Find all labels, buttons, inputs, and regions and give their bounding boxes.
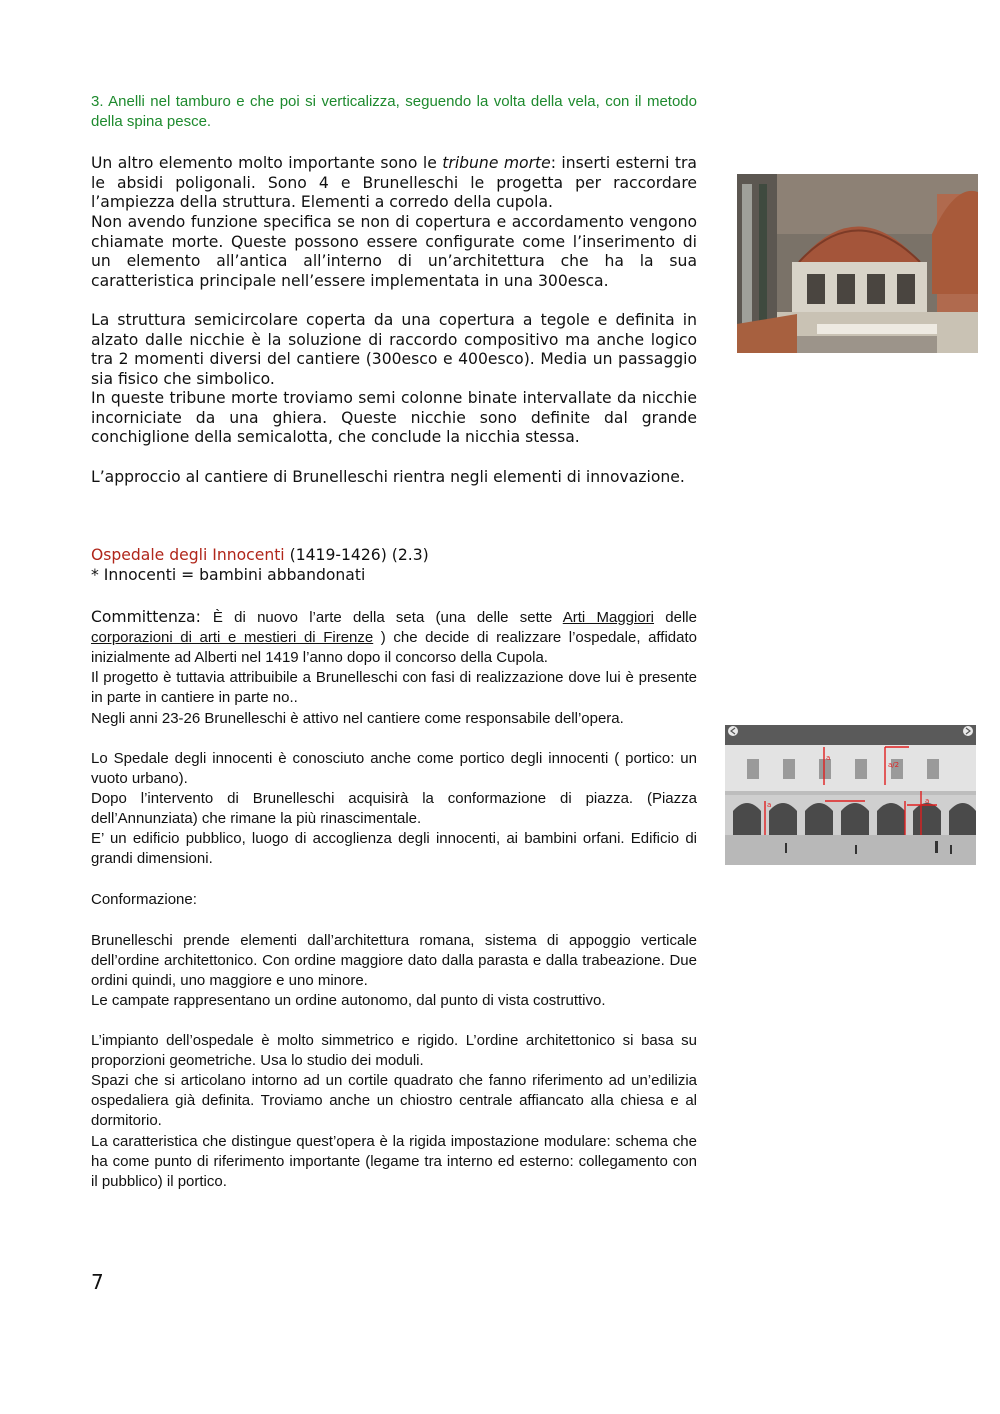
measure-label-a: a	[925, 797, 930, 805]
paragraph-progetto: Il progetto è tuttavia attribuibile a Brunelleschi con fasi di realizzazione dove lui è presente in parte in cantiere in parte no..	[91, 669, 697, 707]
paragraph-dopo: Dopo l’intervento di Brunelleschi acquisirà la conformazione di piazza. (Piazza dell’Annunziata) che rimane la più rinascimentale.	[91, 790, 697, 828]
tribuna-morta-illustration	[737, 174, 978, 353]
heading-conformazione: Conformazione:	[91, 891, 197, 908]
text-span: delle	[654, 609, 697, 626]
text-span: È di nuovo l’arte della seta (una delle sette	[212, 609, 563, 626]
paragraph-approccio: L’approccio al cantiere di Brunelleschi rientra negli elementi di innovazione.	[91, 468, 685, 486]
photo-tribuna-morta	[737, 174, 978, 353]
paragraph-morte: Non avendo funzione specifica se non di copertura e accordamento vengono chiamate morte. Queste possono essere configurate come l’inserimento di un elemento all’antica all’interno di un’architettura che ha la sua caratteristica principale nell’essere implementata in una 300esca.	[91, 213, 697, 290]
paragraph-spedale: Lo Spedale degli innocenti è conosciuto anche come portico degli innocenti ( portico: un vuoto urbano).	[91, 750, 697, 788]
paragraph-campate: Le campate rappresentano un ordine autonomo, dal punto di vista costruttivo.	[91, 992, 606, 1009]
paragraph-semicircolare: La struttura semicircolare coperta da una copertura a tegole e definita in alzato dalle nicchie è la soluzione di raccordo compositivo ma anche logico tra 2 momenti diversi del cantiere (300esco e 400esco). Media un passaggio sia fisico che simbolico.	[91, 311, 697, 388]
text-span: ) che decide di realizzare l’ospedale, affidato inizialmente ad Alberti nel 1419 l’anno dopo il concorso della Cupola.	[91, 629, 697, 667]
link-corporazioni[interactable]: corporazioni di arti e mestieri di Firenze	[91, 629, 374, 647]
chevron-right-icon[interactable]	[963, 726, 973, 736]
paragraph-impianto: L’impianto dell’ospedale è molto simmetrico e rigido. L’ordine architettonico si basa su proporzioni geometriche. Usa lo studio dei moduli.	[91, 1032, 697, 1070]
paragraph-brunelleschi: Brunelleschi prende elementi dall’architettura romana, sistema di appoggio verticale dell’ordine architettonico. Con ordine maggiore dato dalla parasta e dalla trabeazione. Due ordini quindi, uno maggiore e uno minore.	[91, 932, 697, 990]
photo-portico-innocenti	[725, 725, 976, 865]
paragraph-anni: Negli anni 23-26 Brunelleschi è attivo nel cantiere come responsabile dell’opera.	[91, 710, 624, 727]
note-innocenti: * Innocenti = bambini abbandonati	[91, 566, 366, 584]
paragraph-edificio: E’ un edificio pubblico, luogo di accoglienza degli innocenti, ai bambini orfani. Edificio di grandi dimensioni.	[91, 830, 697, 868]
section-title	[91, 546, 697, 566]
committenza-label: Committenza:	[91, 608, 213, 626]
text-span: Un altro elemento molto importante sono le	[91, 154, 443, 172]
measure-label-a: a	[826, 754, 831, 762]
paragraph-committenza	[91, 608, 697, 669]
paragraph-tribune	[91, 154, 697, 213]
paragraph-caratteristica: La caratteristica che distingue quest’opera è la rigida impostazione modulare: schema che ha come punto di riferimento importante (legame tra interno ed esterno: collegamento con il pubblico) il portico.	[91, 1133, 697, 1191]
title-ospedale: Ospedale degli Innocenti	[91, 546, 285, 564]
paragraph-spazi: Spazi che si articolano intorno ad un cortile quadrato che fanno riferimento ad un’edilizia ospedaliera già definita. Troviamo anche un chiostro centrale affiancato alla chiesa e al dormitorio.	[91, 1072, 697, 1130]
portico-illustration	[725, 725, 976, 865]
chevron-left-icon[interactable]	[728, 726, 738, 736]
item-3: 3. Anelli nel tamburo e che poi si verticalizza, seguendo la volta della vela, con il metodo della spina pesce.	[91, 93, 697, 131]
term-tribune-morte: tribune morte	[442, 154, 551, 172]
measure-label-a: a	[767, 801, 772, 809]
page-number: 7	[91, 1270, 104, 1294]
title-meta: (1419-1426) (2.3)	[284, 546, 429, 564]
text-span: : inserti esterni tra le absidi poligonali. Sono 4 e Brunelleschi le progetta per raccordare l’ampiezza della struttura. Elementi a corredo della cupola.	[91, 154, 697, 212]
measure-label-a-half: a/2	[888, 761, 900, 769]
link-arti-maggiori[interactable]: Arti Maggiori	[562, 609, 655, 626]
paragraph-colonne: In queste tribune morte troviamo semi colonne binate intervallate da nicchie incorniciate da una ghiera. Queste nicchie sono definite dal grande conchiglione della semicalotta, che conclude la nicchia stessa.	[91, 389, 697, 447]
